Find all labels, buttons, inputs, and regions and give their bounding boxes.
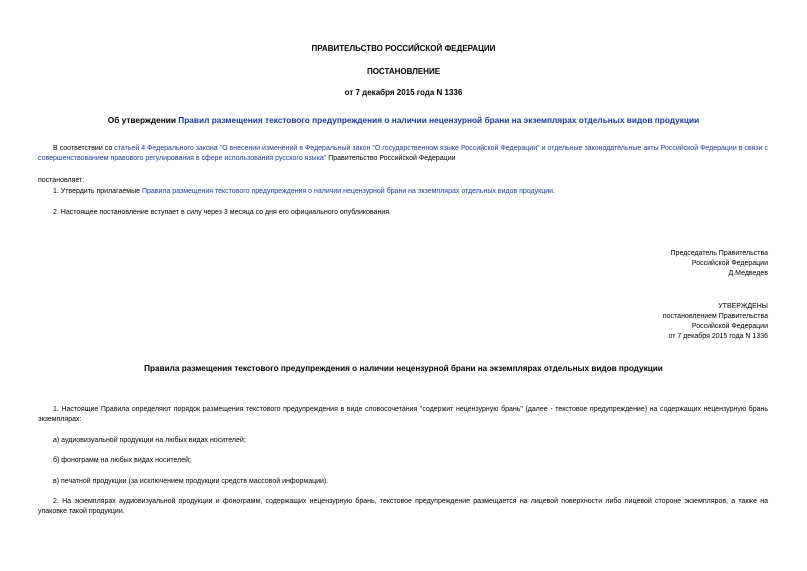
item-1-prefix: 1. Утвердить прилагаемые: [53, 188, 142, 195]
rules-item-a: а) аудиовизуальной продукции на любых видах носителей;: [53, 437, 246, 444]
preamble-text-start: В соответствии со: [53, 145, 115, 152]
approval-line-3: Российской Федерации: [691, 323, 768, 330]
date-number-heading: от 7 декабря 2015 года N 1336: [344, 88, 463, 97]
approval-heading: УТВЕРЖДЕНЫ: [718, 303, 768, 310]
title-prefix: Об утверждении: [107, 115, 179, 125]
document-title: [0, 115, 807, 126]
rules-item-b: б) фонограмм на любых видах носителей;: [53, 457, 191, 464]
approval-line-2: постановлением Правительства: [662, 313, 768, 320]
signature-position: Председатель Правительства: [670, 250, 768, 257]
federal-law-link[interactable]: статьей 4 Федерального закона "О внесении изменений в Федеральный закон "О государственном языке Российской Федерации" и отдельные законодательные акты Российской Федерации в связи с совершенствованием правового регулирования в сфере использования русского языка": [38, 145, 768, 162]
item-2: 2. Настоящее постановление вступает в силу через 3 месяца со дня его официального опубликования.: [53, 209, 391, 216]
item-1: [53, 187, 555, 197]
document-type-heading: ПОСТАНОВЛЕНИЕ: [366, 67, 441, 76]
resolves-label: постановляет:: [38, 177, 85, 184]
signature-name: Д.Медведев: [728, 270, 768, 277]
preamble-paragraph: [38, 144, 768, 164]
signature-country: Российской Федерации: [691, 260, 768, 267]
preamble-text-end: Правительство Российской Федерации: [326, 155, 456, 162]
approval-date: от 7 декабря 2015 года N 1336: [668, 333, 768, 340]
rules-paragraph-2: 2. На экземплярах аудиовизуальной продукции и фонограмм, содержащих нецензурную брань, текстовое предупреждение размещается на лицевой поверхности либо лицевой стороне экземпляров, а также на упаковке такой продукции.: [38, 498, 768, 515]
rules-paragraph-1: 1. Настоящие Правила определяют порядок размещения текстового предупреждения в виде словосочетания "содержит нецензурную брань" (далее - текстовое предупреждение) на содержащих нецензурную брань экземплярах:: [38, 406, 768, 423]
government-heading: ПРАВИТЕЛЬСТВО РОССИЙСКОЙ ФЕДЕРАЦИИ: [311, 44, 496, 53]
rules-item-c: в) печатной продукции (за исключением продукции средств массовой информации).: [53, 478, 329, 485]
rules-title: Правила размещения текстового предупреждения о наличии нецензурной брани на экземплярах отдельных видов продукции: [144, 364, 663, 373]
rules-link[interactable]: Правила размещения текстового предупреждения о наличии нецензурной брани на экземплярах отдельных видов продукции: [141, 188, 554, 195]
title-link[interactable]: Правил размещения текстового предупреждения о наличии нецензурной брани на экземплярах отдельных видов продукции: [178, 115, 700, 125]
item-1-suffix: .: [553, 188, 555, 195]
